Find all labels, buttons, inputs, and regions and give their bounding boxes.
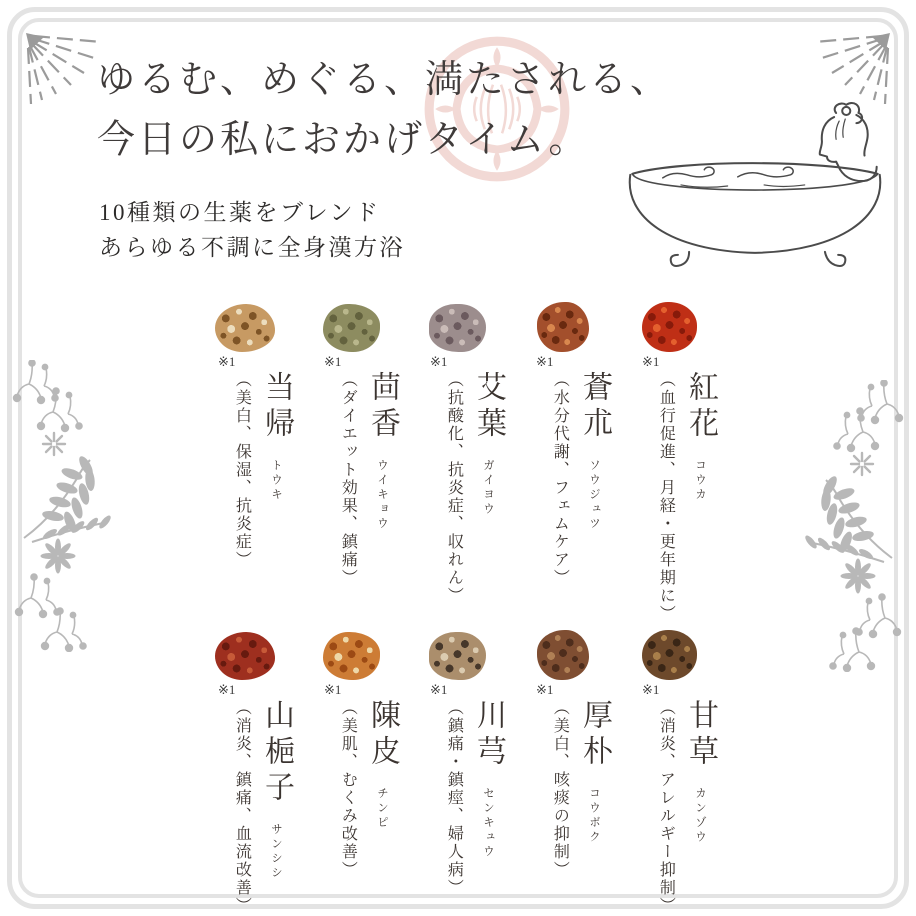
herb-name: 甘草 bbox=[684, 699, 717, 771]
herb-footnote-marker: ※1 bbox=[536, 354, 554, 369]
herb-photo-icon bbox=[215, 304, 275, 352]
herb-text bbox=[445, 371, 506, 645]
herb-grid-row-1 bbox=[192, 300, 722, 645]
subtitle-line-1: 10種類の生薬をブレンド bbox=[99, 200, 381, 225]
herb-name-column bbox=[577, 371, 611, 645]
herb-photo-wrap bbox=[298, 628, 404, 680]
herb-reading: ソウジュツ bbox=[588, 459, 600, 532]
herb-name: 山梔子 bbox=[260, 699, 293, 807]
herb-photo-wrap bbox=[192, 628, 298, 680]
herb-photo-wrap bbox=[510, 300, 616, 352]
herb-name: 厚朴 bbox=[578, 699, 611, 771]
herb-footnote-marker: ※1 bbox=[324, 354, 342, 369]
herb-reading: センキュウ bbox=[482, 787, 494, 860]
bathtub-woman-illustration-icon bbox=[610, 96, 900, 280]
herb-photo-icon bbox=[215, 632, 275, 680]
herb-footnote-marker: ※1 bbox=[536, 682, 554, 697]
herb-item bbox=[192, 628, 298, 916]
herb-reading: コウカ bbox=[694, 459, 706, 503]
herb-reading: サンシシ bbox=[270, 823, 282, 881]
herb-text bbox=[233, 699, 294, 916]
herb-photo-wrap bbox=[404, 300, 510, 352]
herb-text bbox=[445, 699, 506, 916]
herb-footnote-marker: ※1 bbox=[324, 682, 342, 697]
herb-item bbox=[298, 628, 404, 916]
herb-effects: （美肌、むくみ改善） bbox=[339, 699, 357, 879]
herb-text bbox=[339, 699, 400, 916]
herb-text bbox=[233, 371, 294, 645]
herb-text bbox=[551, 371, 612, 645]
herb-footnote-marker: ※1 bbox=[642, 354, 660, 369]
herb-name-column bbox=[365, 371, 399, 645]
herb-photo-wrap bbox=[404, 628, 510, 680]
herb-footnote-marker: ※1 bbox=[430, 354, 448, 369]
herb-photo-icon bbox=[537, 302, 589, 352]
herb-effects: （血行促進、月経・更年期に） bbox=[657, 371, 675, 623]
herb-photo-wrap bbox=[510, 628, 616, 680]
title-line-2: 今日の私におかげタイム。 bbox=[97, 119, 590, 162]
herb-item bbox=[616, 300, 722, 645]
herb-effects: （美白、保湿、抗炎症） bbox=[233, 371, 251, 569]
herb-effects: （消炎、アレルギー抑制） bbox=[657, 699, 675, 915]
herb-text bbox=[657, 699, 718, 916]
herb-name-column bbox=[577, 699, 611, 916]
herb-item bbox=[616, 628, 722, 916]
herb-photo-icon bbox=[429, 632, 486, 680]
herb-name: 茴香 bbox=[366, 371, 399, 443]
botanical-decor-right-icon bbox=[804, 380, 904, 672]
herb-photo-icon bbox=[537, 630, 589, 680]
herb-effects: （抗酸化、抗炎症、収れん） bbox=[445, 371, 463, 605]
herb-item bbox=[510, 628, 616, 916]
herb-photo-icon bbox=[323, 304, 380, 352]
herb-item bbox=[298, 300, 404, 645]
herb-text bbox=[657, 371, 718, 645]
herb-photo-icon bbox=[429, 304, 486, 352]
herb-footnote-marker: ※1 bbox=[642, 682, 660, 697]
herb-footnote-marker: ※1 bbox=[218, 354, 236, 369]
herb-name: 当帰 bbox=[260, 371, 293, 443]
herb-effects: （ダイエット効果、鎮痛） bbox=[339, 371, 357, 587]
herb-photo-icon bbox=[323, 632, 380, 680]
herb-effects: （美白、咳痰の抑制） bbox=[551, 699, 569, 879]
herb-photo-wrap bbox=[616, 300, 722, 352]
herb-photo-wrap bbox=[192, 300, 298, 352]
herb-reading: トウキ bbox=[270, 459, 282, 503]
herb-photo-icon bbox=[642, 630, 697, 680]
herb-item bbox=[510, 300, 616, 645]
herb-reading: チンピ bbox=[376, 787, 388, 831]
herb-name-column bbox=[471, 371, 505, 645]
herb-name: 艾葉 bbox=[472, 371, 505, 443]
herb-name-column bbox=[365, 699, 399, 916]
herb-effects: （水分代謝、フェムケア） bbox=[551, 371, 569, 587]
herb-text bbox=[339, 371, 400, 645]
herb-photo-wrap bbox=[616, 628, 722, 680]
page-subtitle bbox=[99, 196, 405, 265]
herb-grid-row-2 bbox=[192, 628, 722, 916]
herb-effects: （消炎、鎮痛、血流改善） bbox=[233, 699, 251, 915]
herb-name: 蒼朮 bbox=[578, 371, 611, 443]
page-title bbox=[97, 50, 671, 170]
herb-name-column bbox=[683, 371, 717, 645]
herb-name-column bbox=[259, 699, 293, 916]
sunburst-rays-icon bbox=[23, 30, 105, 108]
herb-name: 川芎 bbox=[472, 699, 505, 771]
herb-name: 陳皮 bbox=[366, 699, 399, 771]
herb-name: 紅花 bbox=[684, 371, 717, 443]
herb-item bbox=[404, 300, 510, 645]
herb-item bbox=[192, 300, 298, 645]
herb-name-column bbox=[471, 699, 505, 916]
botanical-decor-left-icon bbox=[12, 360, 112, 652]
herb-footnote-marker: ※1 bbox=[430, 682, 448, 697]
title-line-1: ゆるむ、めぐる、満たされる、 bbox=[97, 59, 672, 101]
herb-item bbox=[404, 628, 510, 916]
herb-reading: ガイヨウ bbox=[482, 459, 494, 517]
herb-reading: カンゾウ bbox=[694, 787, 706, 845]
herb-text bbox=[551, 699, 612, 916]
herb-photo-icon bbox=[642, 302, 697, 352]
subtitle-line-2: あらゆる不調に全身漢方浴 bbox=[99, 234, 405, 260]
herb-name-column bbox=[259, 371, 293, 645]
herb-reading: ウイキョウ bbox=[376, 459, 388, 532]
herb-photo-wrap bbox=[298, 300, 404, 352]
herb-reading: コウボク bbox=[588, 787, 600, 845]
herb-footnote-marker: ※1 bbox=[218, 682, 236, 697]
herb-name-column bbox=[683, 699, 717, 916]
herb-effects: （鎮痛・鎮痙、婦人病） bbox=[445, 699, 463, 897]
